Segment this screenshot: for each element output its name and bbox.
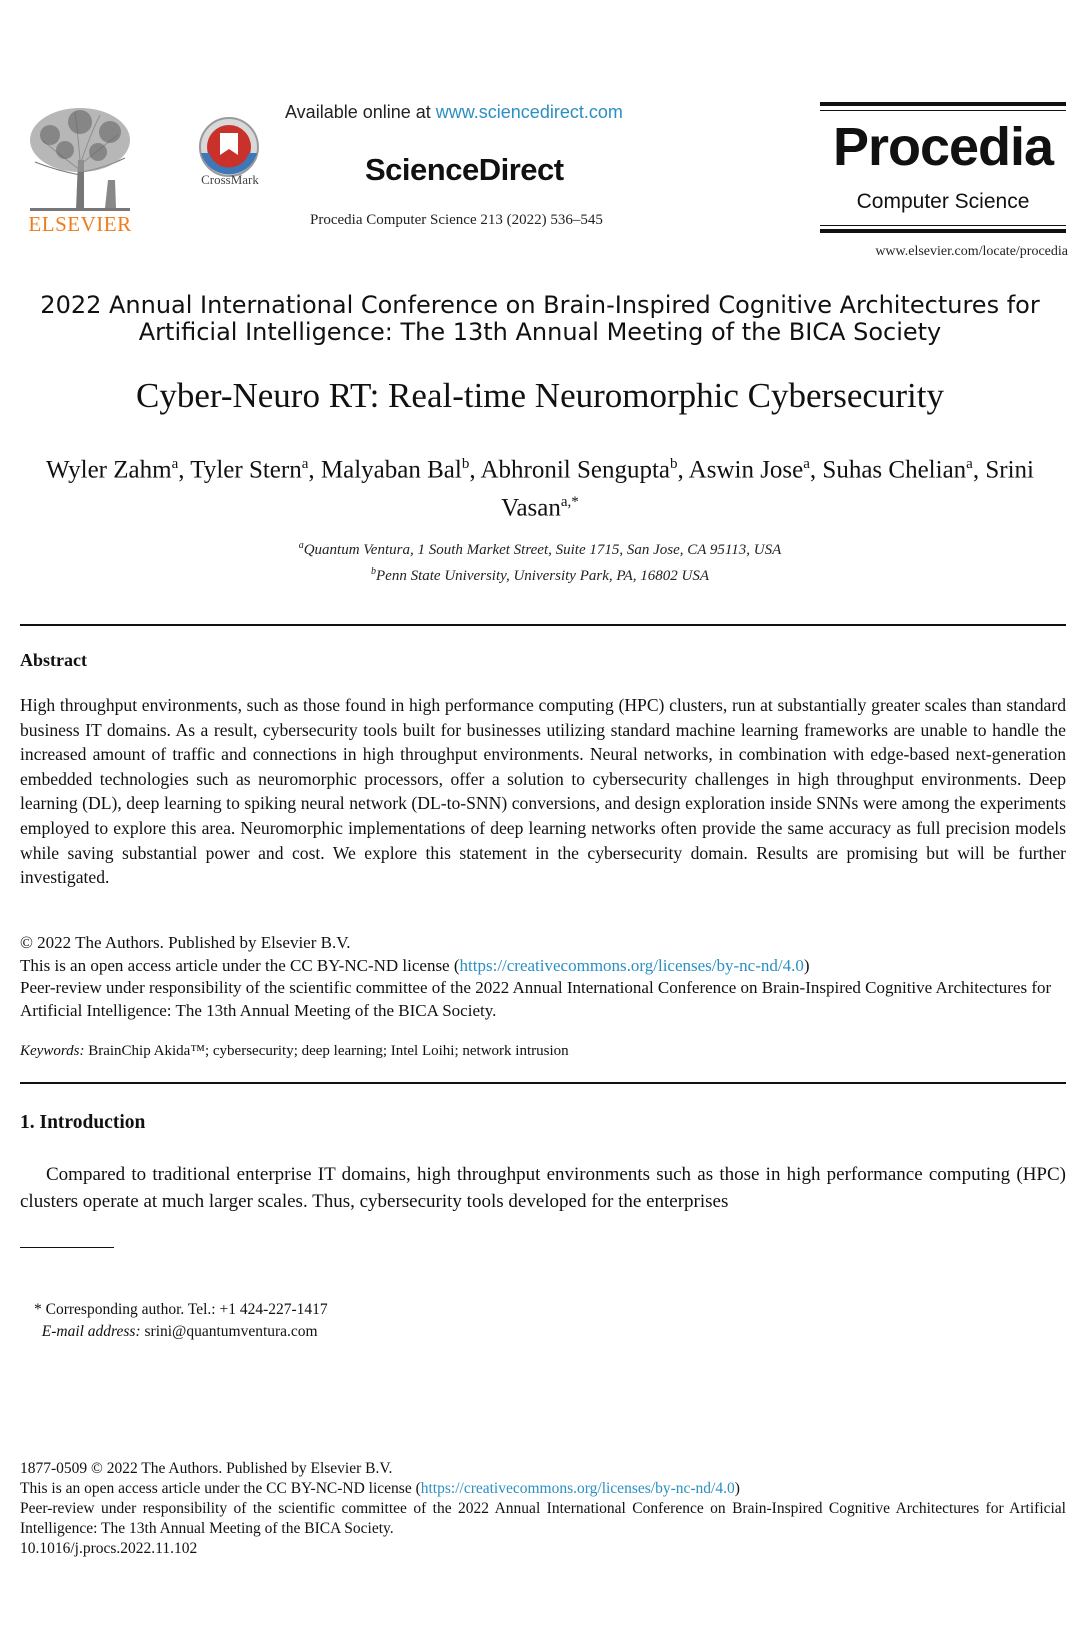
- journal-url[interactable]: www.elsevier.com/locate/procedia: [875, 244, 1068, 259]
- footnote: [34, 1299, 328, 1343]
- section-heading-introduction: 1. Introduction: [20, 1112, 146, 1133]
- bottom-license-prefix: This is an open access article under the CC BY-NC-ND license (: [20, 1480, 421, 1497]
- conference-line-2: Artificial Intelligence: The 13th Annual Meeting of the BICA Society: [138, 318, 942, 346]
- bottom-license-suffix: ): [734, 1480, 740, 1497]
- bottom-peer-review: Peer-review under responsibility of the scientific committee of the 2022 Annual International Conference on Brain-Inspired Cognitive Architectures for Artificial Intelligence: The 13th Annual Meeting of the BICA Society.: [20, 1500, 1066, 1537]
- author-affiliation-mark: b: [670, 456, 678, 472]
- author-name: Malyaban Bal: [320, 456, 462, 484]
- email-address[interactable]: srini@quantumventura.com: [140, 1323, 318, 1340]
- author-name: Abhronil Sengupta: [480, 456, 671, 484]
- affiliation-mark: a: [298, 540, 304, 551]
- author-name: Wyler Zahm: [46, 456, 172, 484]
- conference-line-1: 2022 Annual International Conference on Brain-Inspired Cognitive Architectures for: [40, 291, 1040, 319]
- procedia-top-rule: [820, 102, 1066, 106]
- license-prefix: This is an open access article under the CC BY-NC-ND license (: [20, 955, 460, 975]
- abstract-top-rule: [20, 624, 1066, 626]
- affiliation-b: [40, 561, 1040, 587]
- affiliation-mark: b: [371, 566, 376, 577]
- doi[interactable]: 10.1016/j.procs.2022.11.102: [20, 1540, 198, 1557]
- keywords-list: BrainChip Akida™; cybersecurity; deep learning; Intel Loihi; network intrusion: [84, 1043, 569, 1059]
- issn-line: 1877-0509 © 2022 The Authors. Published by Elsevier B.V.: [20, 1460, 393, 1477]
- author-affiliation-mark: a,*: [560, 494, 579, 511]
- bottom-license-line: [20, 1479, 1066, 1499]
- copyright-line: © 2022 The Authors. Published by Elsevier B.V.: [20, 933, 351, 952]
- email-label: E-mail address:: [41, 1323, 141, 1340]
- abstract-body: High throughput environments, such as those found in high performance computing (HPC) clusters, run at substantially greater scales than standard business IT domains. As a result, cybersecurity tools built for businesses utilizing standard machine learning frameworks are unable to handle the increased amount of traffic and connections in high throughput environments. Neural networks, in combination with edge-based next-generation embedded technologies such as neuromorphic processors, offer a solution to cybersecurity challenges in high throughput environments. Deep learning (DL), deep learning to spiking neural network (DL-to-SNN) conversions, and design exploration inside SNNs were among the experiments employed to explore this area. Neuromorphic implementations of deep learning networks often provide the same accuracy as full precision models while saving substantial power and cost. We explore this statement in the cybersecurity domain. Results are promising but will be further investigated.: [20, 695, 1066, 888]
- author-name: Tyler Stern: [190, 456, 302, 484]
- author-affiliation-mark: a: [803, 456, 810, 472]
- available-online: [285, 102, 623, 123]
- keywords: [20, 1043, 1066, 1060]
- license-block: [20, 932, 1066, 1022]
- abstract-bottom-rule: [20, 1082, 1066, 1084]
- sciencedirect-wordmark: ScienceDirect: [365, 152, 564, 187]
- author-list: [40, 448, 1040, 525]
- affiliation-text: Quantum Ventura, 1 South Market Street, Suite 1715, San Jose, CA 95113, USA: [303, 542, 782, 558]
- author-separator: ,: [677, 456, 689, 484]
- affiliation-a: [40, 535, 1040, 561]
- peer-review-line: Peer-review under responsibility of the scientific committee of the 2022 Annual International Conference on Brain-Inspired Cognitive Architectures for Artificial Intelligence: The 13th Annual Meeting of the BICA Society.: [20, 978, 1052, 1020]
- sciencedirect-link[interactable]: www.sciencedirect.com: [435, 102, 623, 122]
- license-suffix: ): [803, 955, 810, 975]
- bottom-publication-info: [20, 1459, 1066, 1559]
- author-name: Aswin Jose: [688, 456, 804, 484]
- available-prefix: Available online at: [285, 102, 436, 122]
- procedia-top-rule-thin: [820, 110, 1066, 111]
- author-separator: ,: [178, 456, 191, 484]
- conference-name: [40, 292, 1040, 346]
- author-affiliation-mark: b: [461, 456, 470, 472]
- email-line: [34, 1321, 328, 1343]
- footnote-rule: [20, 1247, 114, 1248]
- abstract-heading: Abstract: [20, 650, 87, 670]
- license-link[interactable]: https://creativecommons.org/licenses/by-nc-nd/4.0: [459, 955, 804, 975]
- author-affiliation-mark: a: [966, 456, 973, 472]
- license-line: [20, 955, 1066, 978]
- author-affiliation-mark: a: [171, 456, 179, 472]
- corresponding-author: * Corresponding author. Tel.: +1 424-227-1417: [34, 1301, 328, 1318]
- author-separator: ,: [308, 456, 321, 484]
- affiliations: [40, 535, 1040, 587]
- elsevier-wordmark: ELSEVIER: [28, 212, 132, 236]
- author-separator: ,: [469, 456, 481, 484]
- journal-subtitle: Computer Science: [856, 190, 1030, 213]
- author-separator: ,: [809, 456, 823, 484]
- procedia-bottom-rule: [820, 229, 1066, 233]
- introduction-paragraph: Compared to traditional enterprise IT domains, high throughput environments such as those in high performance computing (HPC) clusters operate at much larger scales. Thus, cybersecurity tools developed for the enterprises: [20, 1164, 1066, 1212]
- crossmark-label: CrossMark: [201, 172, 259, 187]
- author-name: Suhas Chelian: [822, 456, 967, 484]
- bottom-license-link[interactable]: https://creativecommons.org/licenses/by-nc-nd/4.0: [420, 1480, 735, 1497]
- journal-title: Procedia: [832, 117, 1054, 177]
- author-name: Srini Vasan: [501, 456, 1034, 522]
- journal-reference: Procedia Computer Science 213 (2022) 536–545: [310, 212, 603, 228]
- author-affiliation-mark: a: [301, 456, 309, 472]
- keywords-label: Keywords:: [20, 1043, 85, 1059]
- paper-title: Cyber-Neuro RT: Real-time Neuromorphic Cybersecurity: [136, 376, 944, 415]
- affiliation-text: Penn State University, University Park, PA, 16802 USA: [376, 568, 709, 584]
- author-separator: ,: [972, 456, 986, 484]
- procedia-bottom-rule-thin: [820, 225, 1066, 226]
